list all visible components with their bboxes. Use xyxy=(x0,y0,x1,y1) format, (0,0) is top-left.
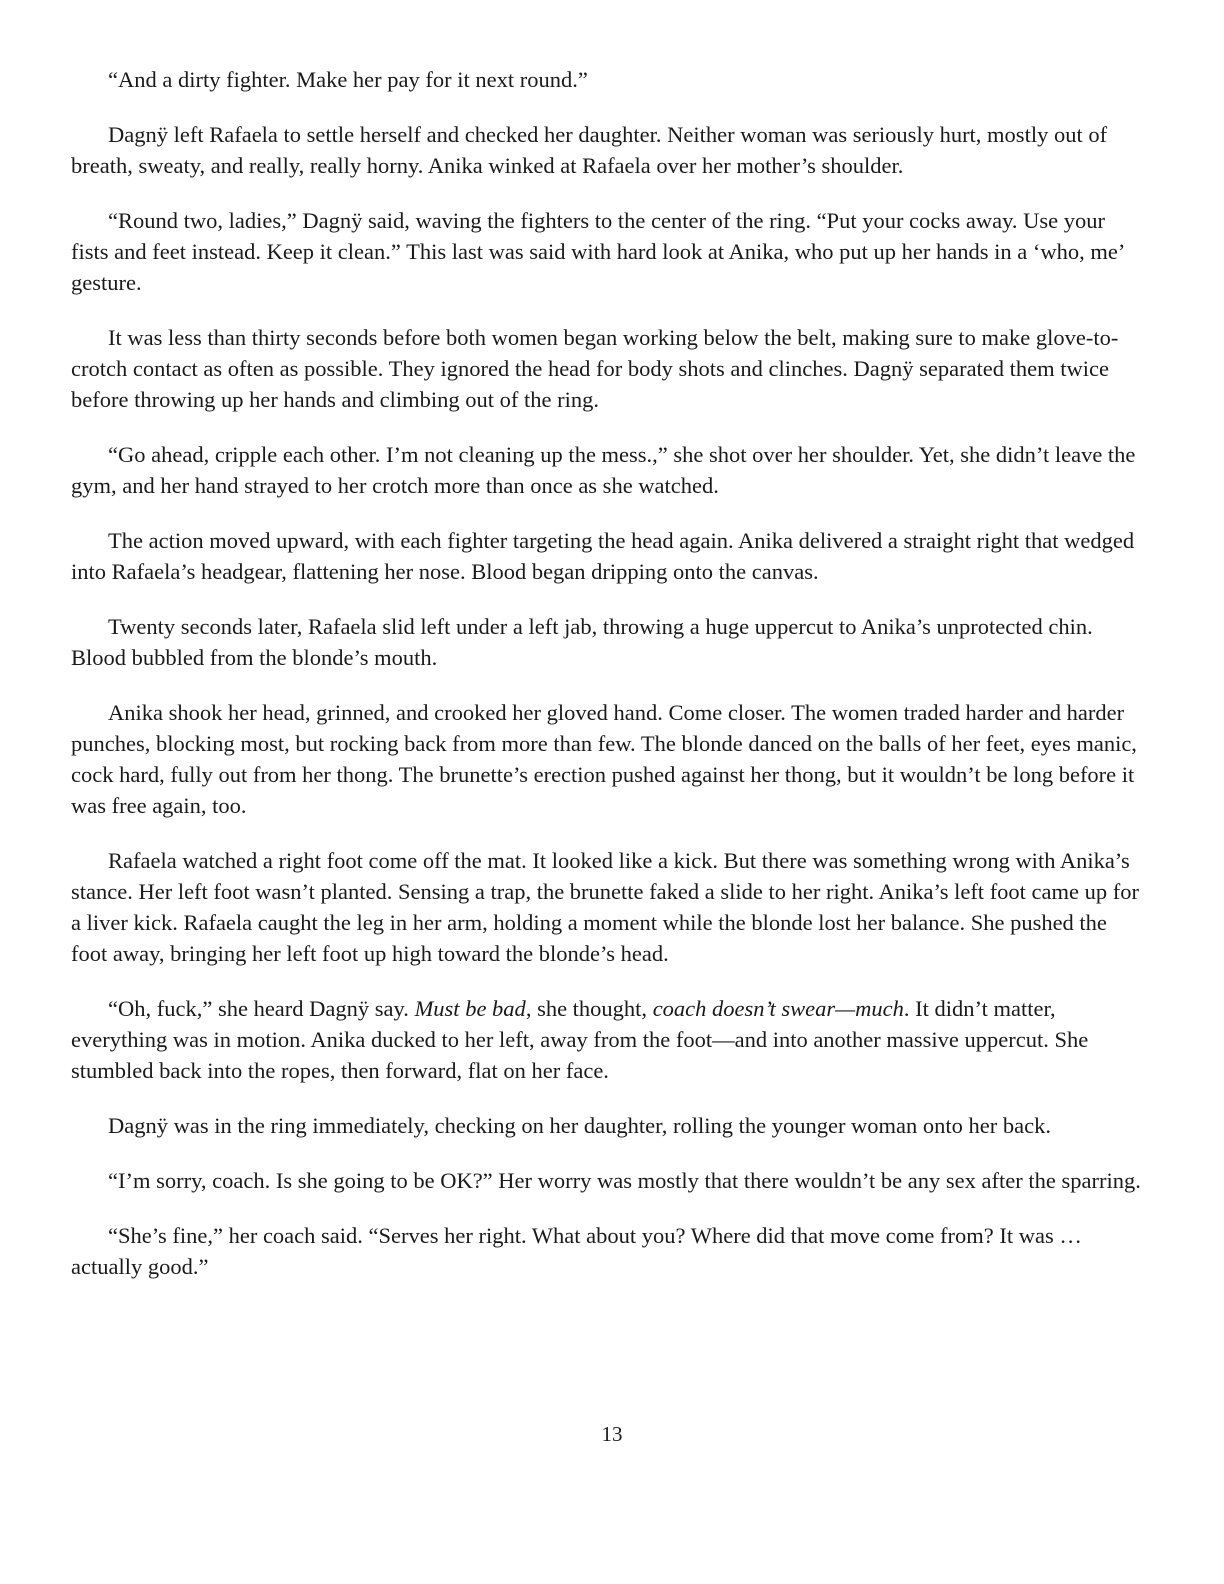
italic-text: Must be bad xyxy=(414,996,526,1021)
text: . It didn’t matter, everything was in motion. Anika ducked to her left, away from the foot—and into another massive uppercut. She stumbled back into the ropes, then forward, flat on her face. xyxy=(71,996,1089,1083)
paragraph: Dagnÿ was in the ring immediately, checking on her daughter, rolling the younger woman onto her back. xyxy=(108,1113,1052,1138)
paragraph: “And a dirty fighter. Make her pay for it next round.” xyxy=(108,67,588,92)
paragraph: “Go ahead, cripple each other. I’m not cleaning up the mess.,” she shot over her shoulder. Yet, she didn’t leave the gym, and her hand strayed to her crotch more than once as she watched. xyxy=(71,442,1136,498)
paragraph: “I’m sorry, coach. Is she going to be OK?” Her worry was mostly that there wouldn’t be any sex after the sparring. xyxy=(108,1168,1141,1193)
text: “Oh, fuck,” she heard Dagnÿ say. xyxy=(108,996,415,1021)
text: , she thought, xyxy=(525,996,653,1021)
page-body xyxy=(71,64,1143,1306)
paragraph: It was less than thirty seconds before both women began working below the belt, making sure to make glove-to-crotch contact as often as possible. They ignored the head for body shots and clinches. Dagnÿ separated them twice before throwing up her hands and climbing out of the ring. xyxy=(71,325,1119,412)
paragraph: Twenty seconds later, Rafaela slid left under a left jab, throwing a huge uppercut to Anika’s unprotected chin. Blood bubbled from the blonde’s mouth. xyxy=(71,614,1093,670)
paragraph: “Round two, ladies,” Dagnÿ said, waving the fighters to the center of the ring. “Put your cocks away. Use your fists and feet instead. Keep it clean.” This last was said with hard look at Anika, who put up her hands in a ‘who, me’ gesture. xyxy=(71,208,1124,295)
paragraph-with-italics xyxy=(71,993,1143,1086)
paragraph: Rafaela watched a right foot come off the mat. It looked like a kick. But there was something wrong with Anika’s stance. Her left foot wasn’t planted. Sensing a trap, the brunette faked a slide to her right. Anika’s left foot came up for a liver kick. Rafaela caught the leg in her arm, holding a moment while the blonde lost her balance. She pushed the foot away, bringing her left foot up high toward the blonde’s head. xyxy=(71,848,1140,966)
paragraph: The action moved upward, with each fighter targeting the head again. Anika delivered a straight right that wedged into Rafaela’s headgear, flattening her nose. Blood began dripping onto the canvas. xyxy=(71,528,1135,584)
italic-text: coach doesn’t swear—much xyxy=(652,996,904,1021)
paragraph: Dagnÿ left Rafaela to settle herself and checked her daughter. Neither woman was seriously hurt, mostly out of breath, sweaty, and really, really horny. Anika winked at Rafaela over her mother’s shoulder. xyxy=(71,122,1108,178)
paragraph: Anika shook her head, grinned, and crooked her gloved hand. Come closer. The women traded harder and harder punches, blocking most, but rocking back from more than few. The blonde danced on the balls of her feet, eyes manic, cock hard, fully out from her thong. The brunette’s erection pushed against her thong, but it wouldn’t be long before it was free again, too. xyxy=(71,700,1137,818)
page-number: 13 xyxy=(601,1422,623,1446)
paragraph: “She’s fine,” her coach said. “Serves her right. What about you? Where did that move come from? It was … actually good.” xyxy=(71,1223,1082,1279)
